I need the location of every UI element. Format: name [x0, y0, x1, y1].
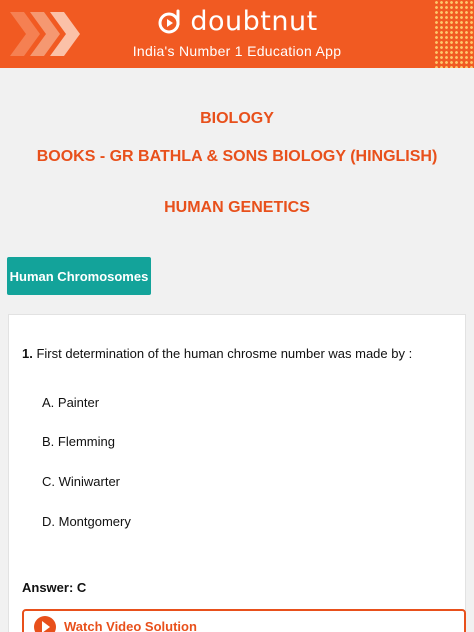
app-banner — [0, 0, 474, 68]
doubtnut-logo-icon — [156, 8, 184, 36]
watch-video-label: Watch Video Solution — [64, 619, 197, 632]
option-d: D. Montgomery — [42, 514, 131, 529]
question-body: First determination of the human chrosme number was made by : — [36, 346, 413, 361]
brand — [0, 6, 474, 37]
option-a: A. Painter — [42, 395, 100, 410]
question-text — [22, 346, 412, 361]
subject-title: BIOLOGY — [200, 110, 274, 127]
play-icon — [34, 616, 56, 632]
book-title: BOOKS - GR BATHLA & SONS BIOLOGY (HINGLISH) — [36, 148, 438, 165]
question-card — [8, 314, 466, 632]
dot-pattern — [434, 0, 474, 68]
question-number: 1. — [22, 346, 33, 361]
option-c: C. Winiwarter — [42, 474, 121, 489]
chapter-title: HUMAN GENETICS — [164, 199, 310, 216]
answer-text: Answer: C — [22, 580, 87, 595]
tagline: India's Number 1 Education App — [132, 43, 342, 59]
topic-chip-human-chromosomes[interactable]: Human Chromosomes — [7, 257, 151, 295]
option-b: B. Flemming — [42, 434, 115, 449]
brand-name: doubtnut — [190, 6, 318, 37]
watch-video-solution-button[interactable] — [22, 609, 466, 632]
